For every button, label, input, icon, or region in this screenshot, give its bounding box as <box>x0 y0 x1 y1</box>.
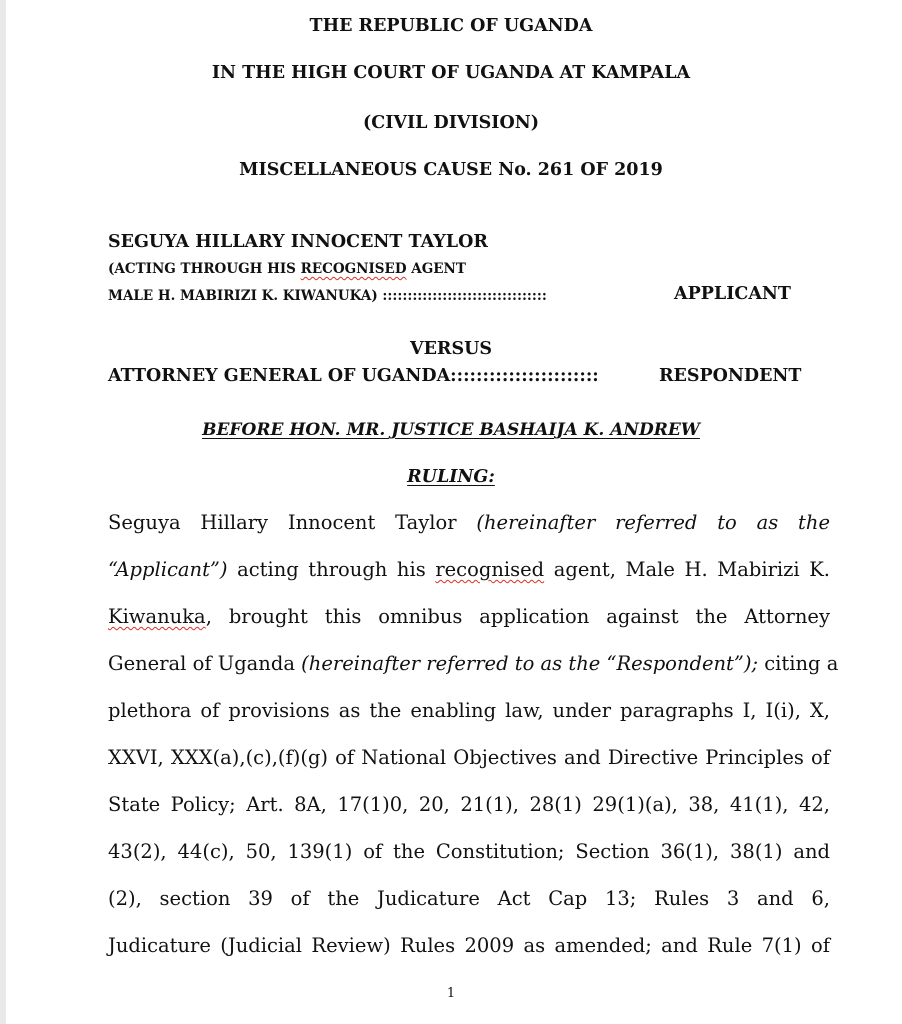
agent-name: MALE H. MABIRIZI K. KIWANUKA) ::::::::::::::::::::::::::::::::: <box>108 288 547 304</box>
respondent-label: RESPONDENT <box>659 366 802 386</box>
header-division: (CIVIL DIVISION) <box>362 113 540 133</box>
agent-text-recognised: RECOGNISED <box>300 261 407 277</box>
agent-text-a: (ACTING THROUGH HIS <box>108 261 301 277</box>
ruling-heading: RULING: <box>407 467 495 487</box>
body-text: citing a <box>758 652 839 675</box>
respondent-name: ATTORNEY GENERAL OF UGANDA::::::::::::::::::::::: <box>108 366 599 386</box>
versus: VERSUS <box>410 339 492 359</box>
header-republic: THE REPUBLIC OF UGANDA <box>309 16 593 36</box>
body-text: agent, Male H. Mabirizi K. <box>544 558 830 581</box>
before-judge: BEFORE HON. MR. JUSTICE BASHAIJA K. ANDREW <box>202 420 700 440</box>
body-line-8: 43(2), 44(c), 50, 139(1) of the Constitution; Section 36(1), 38(1) and <box>108 840 830 863</box>
body-line-2 <box>108 558 830 581</box>
body-line-4 <box>108 652 839 675</box>
applicant-label: APPLICANT <box>674 284 791 304</box>
body-italic-text: “Applicant”) <box>108 558 228 581</box>
body-text: General of Uganda <box>108 652 302 675</box>
body-line-7: State Policy; Art. 8A, 17(1)0, 20, 21(1), 28(1) 29(1)(a), 38, 41(1), 42, <box>108 793 830 816</box>
body-text: , brought this omnibus application against the Attorney <box>205 605 830 628</box>
body-spellcheck-word: recognised <box>435 558 545 581</box>
body-line-5: plethora of provisions as the enabling law, under paragraphs I, I(i), X, <box>108 699 830 722</box>
agent-line <box>108 261 466 277</box>
applicant-name: SEGUYA HILLARY INNOCENT TAYLOR <box>108 232 488 252</box>
header-court: IN THE HIGH COURT OF UGANDA AT KAMPALA <box>211 63 691 83</box>
body-spellcheck-word: Kiwanuka <box>108 605 206 628</box>
body-line-3 <box>108 605 830 628</box>
page-edge-shadow <box>0 0 6 1024</box>
body-text: acting through his <box>227 558 436 581</box>
body-line-9: (2), section 39 of the Judicature Act Cap 13; Rules 3 and 6, <box>108 887 830 910</box>
body-italic-text: (hereinafter referred to as the “Respondent”); <box>301 652 759 675</box>
body-italic-text: (hereinafter referred to as the <box>476 511 830 534</box>
header-cause-number: MISCELLANEOUS CAUSE No. 261 OF 2019 <box>239 160 663 180</box>
agent-text-c: AGENT <box>406 261 466 277</box>
body-line-6: XXVI, XXX(a),(c),(f)(g) of National Objectives and Directive Principles of <box>108 746 830 769</box>
body-text: Seguya Hillary Innocent Taylor <box>108 511 477 534</box>
body-line-1 <box>108 511 830 534</box>
page-number: 1 <box>446 986 456 1001</box>
body-line-10: Judicature (Judicial Review) Rules 2009 as amended; and Rule 7(1) of <box>108 934 830 957</box>
